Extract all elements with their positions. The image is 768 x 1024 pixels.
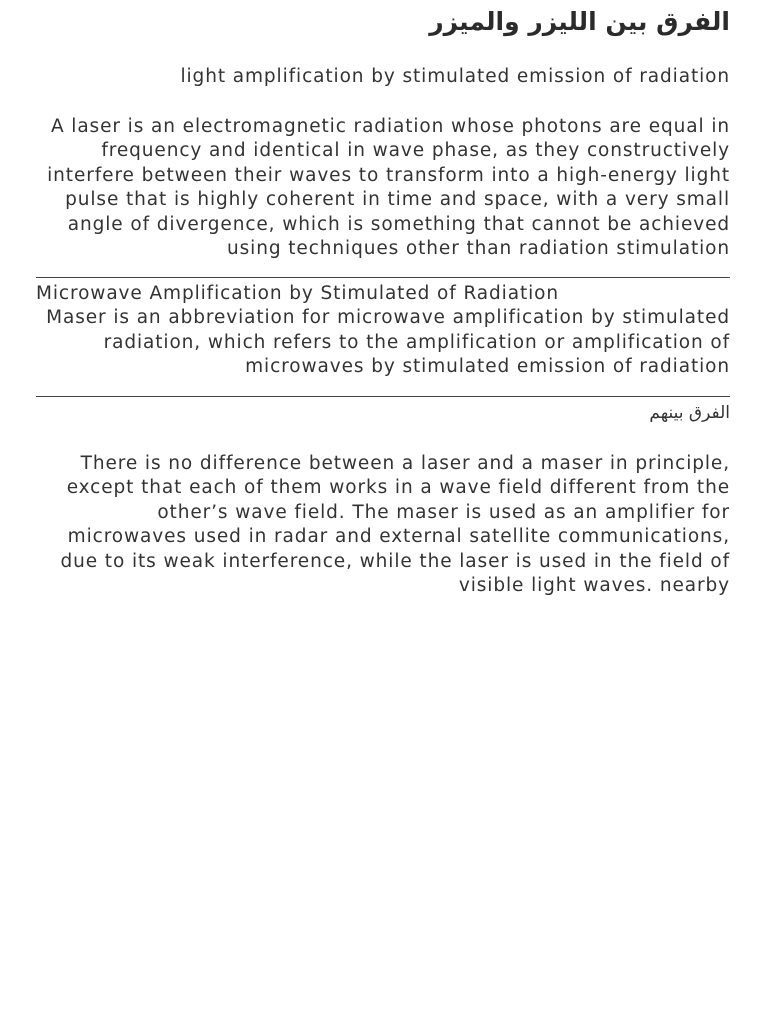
section-divider [36,396,730,397]
section-divider [36,277,730,278]
difference-heading: الفرق بينهم [649,402,730,423]
difference-body: There is no difference between a laser and a maser in principle, except that each of them works in a wave field different from the other’s wave field. The maser is used as an amplifier for microwaves used in radar and external satellite communications, due to its weak interference, while the laser is used in the field of visible light waves. nearby [60,452,730,596]
laser-full-name: light amplification by stimulated emission of radiation [180,66,730,87]
maser-description: Maser is an abbreviation for microwave amplification by stimulated radiation, which refers to the amplification or amplification of microwaves by stimulated emission of radiation [46,307,730,377]
maser-full-name: Microwave Amplification by Stimulated of Radiation [36,282,559,304]
laser-description: A laser is an electromagnetic radiation whose photons are equal in frequency and identical in wave phase, as they constructively interfere between their waves to transform into a high-energy light pulse that is highly coherent in time and space, with a very small angle of divergence, which is something that cannot be achieved using techniques other than radiation stimulation [47,115,730,259]
page-title: الفرق بين الليزر والميزر [429,7,730,36]
document-page [36,0,730,599]
